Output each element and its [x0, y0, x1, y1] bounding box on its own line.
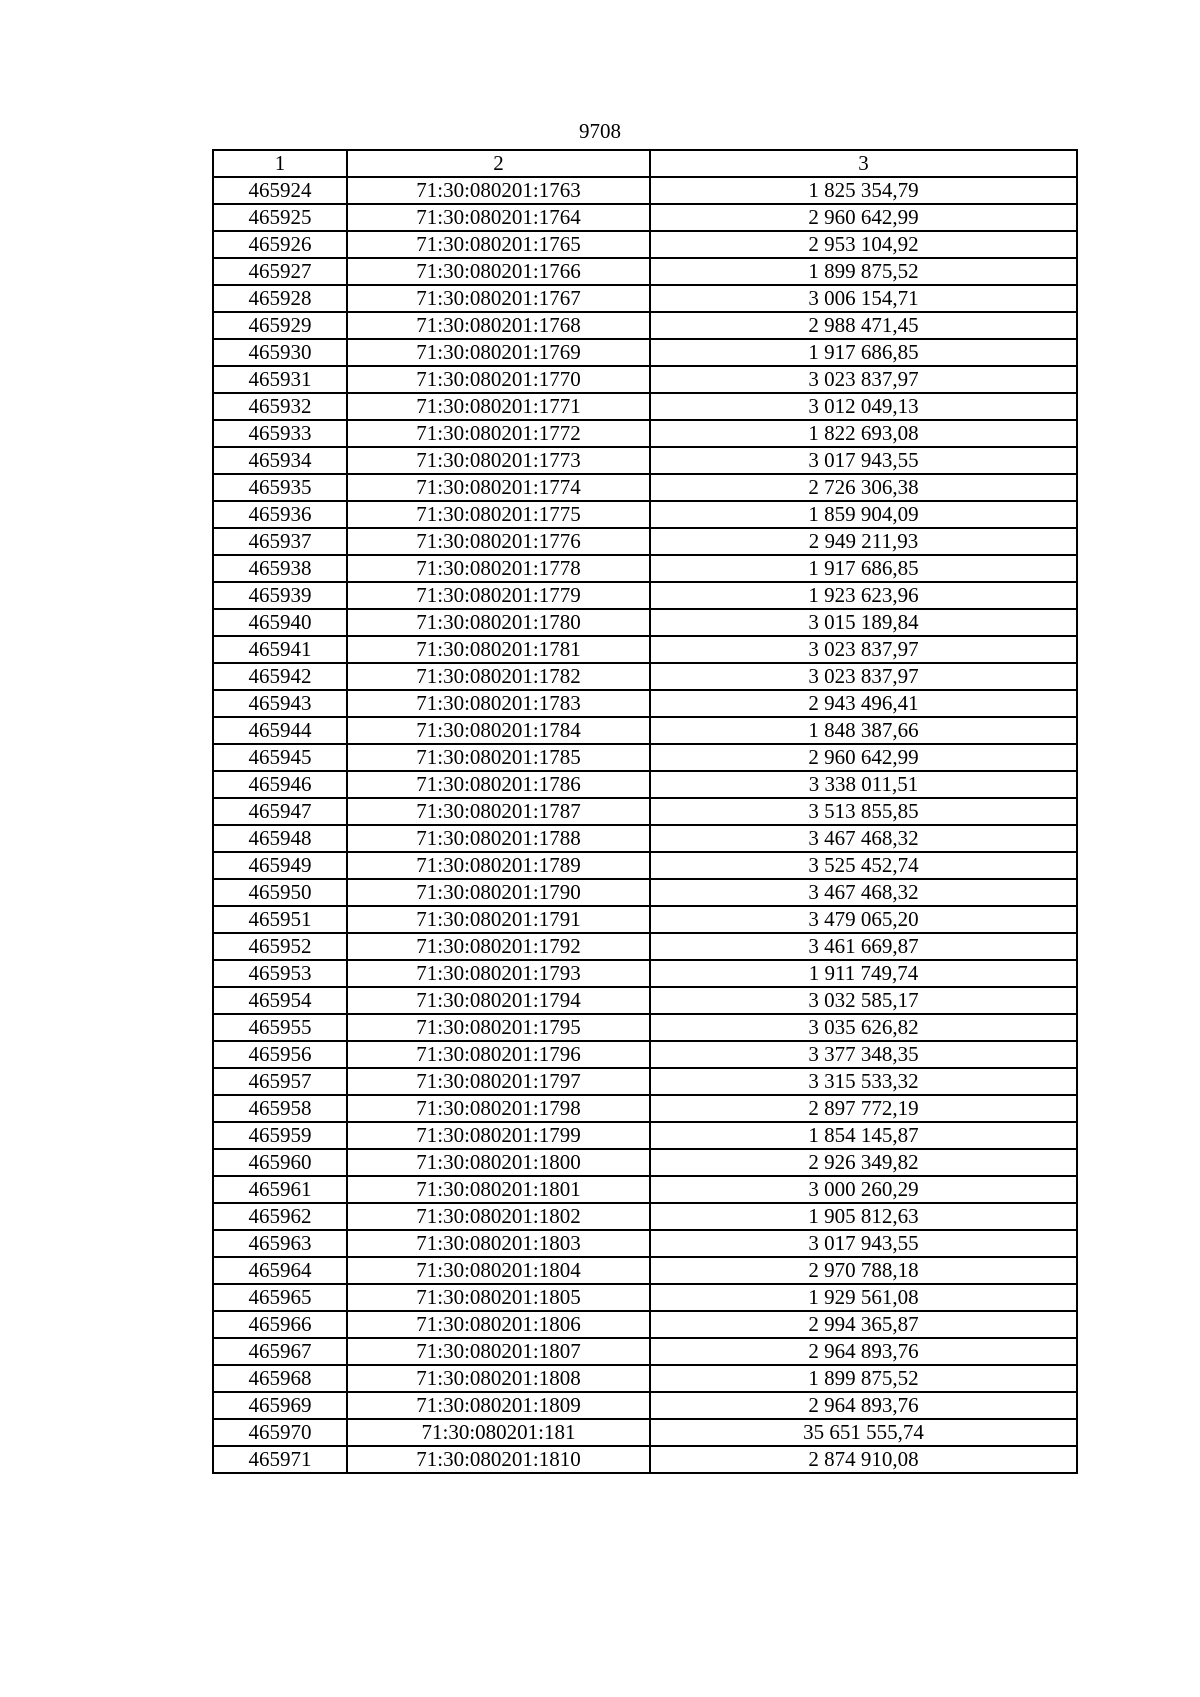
cadastral-value-cell: 35 651 555,74	[650, 1419, 1077, 1446]
table-row	[213, 933, 1077, 960]
cadastral-value-cell: 1 899 875,52	[650, 258, 1077, 285]
row-number-cell: 465960	[213, 1149, 347, 1176]
cadastral-value-cell: 3 017 943,55	[650, 1230, 1077, 1257]
cadastral-number-cell: 71:30:080201:1764	[347, 204, 650, 231]
column-header-1: 1	[213, 150, 347, 177]
row-number-cell: 465967	[213, 1338, 347, 1365]
cadastral-number-cell: 71:30:080201:1808	[347, 1365, 650, 1392]
table-row	[213, 447, 1077, 474]
row-number-cell: 465945	[213, 744, 347, 771]
table-row	[213, 555, 1077, 582]
row-number-cell: 465969	[213, 1392, 347, 1419]
cadastral-number-cell: 71:30:080201:1802	[347, 1203, 650, 1230]
row-number-cell: 465937	[213, 528, 347, 555]
table-row	[213, 717, 1077, 744]
row-number-cell: 465961	[213, 1176, 347, 1203]
cadastral-value-cell: 1 899 875,52	[650, 1365, 1077, 1392]
table-row	[213, 771, 1077, 798]
cadastral-number-cell: 71:30:080201:1766	[347, 258, 650, 285]
table-row	[213, 312, 1077, 339]
row-number-cell: 465934	[213, 447, 347, 474]
cadastral-value-cell: 1 917 686,85	[650, 555, 1077, 582]
cadastral-number-cell: 71:30:080201:1778	[347, 555, 650, 582]
cadastral-number-cell: 71:30:080201:1807	[347, 1338, 650, 1365]
cadastral-value-cell: 3 006 154,71	[650, 285, 1077, 312]
cadastral-value-cell: 1 854 145,87	[650, 1122, 1077, 1149]
cadastral-number-cell: 71:30:080201:1786	[347, 771, 650, 798]
row-number-cell: 465958	[213, 1095, 347, 1122]
column-header-2: 2	[347, 150, 650, 177]
row-number-cell: 465939	[213, 582, 347, 609]
row-number-cell: 465957	[213, 1068, 347, 1095]
cadastral-value-cell: 2 964 893,76	[650, 1392, 1077, 1419]
row-number-cell: 465938	[213, 555, 347, 582]
row-number-cell: 465946	[213, 771, 347, 798]
cadastral-number-cell: 71:30:080201:1798	[347, 1095, 650, 1122]
table-row	[213, 420, 1077, 447]
cadastral-number-cell: 71:30:080201:1775	[347, 501, 650, 528]
row-number-cell: 465956	[213, 1041, 347, 1068]
row-number-cell: 465935	[213, 474, 347, 501]
table-row	[213, 744, 1077, 771]
cadastral-value-cell: 3 461 669,87	[650, 933, 1077, 960]
row-number-cell: 465926	[213, 231, 347, 258]
cadastral-value-cell: 3 315 533,32	[650, 1068, 1077, 1095]
cadastral-value-cell: 3 032 585,17	[650, 987, 1077, 1014]
cadastral-value-cell: 3 023 837,97	[650, 366, 1077, 393]
row-number-cell: 465932	[213, 393, 347, 420]
cadastral-number-cell: 71:30:080201:1794	[347, 987, 650, 1014]
cadastral-value-cell: 1 905 812,63	[650, 1203, 1077, 1230]
cadastral-number-cell: 71:30:080201:1799	[347, 1122, 650, 1149]
table-row	[213, 501, 1077, 528]
row-number-cell: 465968	[213, 1365, 347, 1392]
cadastral-value-cell: 2 988 471,45	[650, 312, 1077, 339]
row-number-cell: 465940	[213, 609, 347, 636]
cadastral-value-cell: 3 467 468,32	[650, 879, 1077, 906]
table-row	[213, 474, 1077, 501]
table-row	[213, 1446, 1077, 1473]
row-number-cell: 465950	[213, 879, 347, 906]
cadastral-number-cell: 71:30:080201:1788	[347, 825, 650, 852]
table-row	[213, 609, 1077, 636]
row-number-cell: 465965	[213, 1284, 347, 1311]
cadastral-number-cell: 71:30:080201:1773	[347, 447, 650, 474]
table-row	[213, 1311, 1077, 1338]
cadastral-number-cell: 71:30:080201:1797	[347, 1068, 650, 1095]
cadastral-value-cell: 3 015 189,84	[650, 609, 1077, 636]
row-number-cell: 465943	[213, 690, 347, 717]
cadastral-number-cell: 71:30:080201:1770	[347, 366, 650, 393]
row-number-cell: 465964	[213, 1257, 347, 1284]
table-row	[213, 798, 1077, 825]
cadastral-value-cell: 2 926 349,82	[650, 1149, 1077, 1176]
row-number-cell: 465941	[213, 636, 347, 663]
table-row	[213, 825, 1077, 852]
cadastral-value-cell: 3 467 468,32	[650, 825, 1077, 852]
cadastral-value-cell: 2 726 306,38	[650, 474, 1077, 501]
cadastral-value-cell: 1 929 561,08	[650, 1284, 1077, 1311]
cadastral-number-cell: 71:30:080201:1774	[347, 474, 650, 501]
cadastral-number-cell: 71:30:080201:1806	[347, 1311, 650, 1338]
cadastral-number-cell: 71:30:080201:1763	[347, 177, 650, 204]
cadastral-number-cell: 71:30:080201:1783	[347, 690, 650, 717]
cadastral-value-cell: 3 513 855,85	[650, 798, 1077, 825]
cadastral-value-cell: 2 897 772,19	[650, 1095, 1077, 1122]
cadastral-number-cell: 71:30:080201:1779	[347, 582, 650, 609]
cadastral-value-table	[212, 149, 1078, 1474]
row-number-cell: 465954	[213, 987, 347, 1014]
row-number-cell: 465930	[213, 339, 347, 366]
cadastral-number-cell: 71:30:080201:1791	[347, 906, 650, 933]
row-number-cell: 465944	[213, 717, 347, 744]
cadastral-value-cell: 2 874 910,08	[650, 1446, 1077, 1473]
cadastral-number-cell: 71:30:080201:1767	[347, 285, 650, 312]
row-number-cell: 465947	[213, 798, 347, 825]
cadastral-value-cell: 2 949 211,93	[650, 528, 1077, 555]
table-row	[213, 1230, 1077, 1257]
cadastral-value-cell: 2 953 104,92	[650, 231, 1077, 258]
cadastral-number-cell: 71:30:080201:1782	[347, 663, 650, 690]
cadastral-value-cell: 2 943 496,41	[650, 690, 1077, 717]
table-row	[213, 960, 1077, 987]
table-row	[213, 1338, 1077, 1365]
cadastral-number-cell: 71:30:080201:1809	[347, 1392, 650, 1419]
row-number-cell: 465955	[213, 1014, 347, 1041]
cadastral-value-cell: 1 848 387,66	[650, 717, 1077, 744]
table-row	[213, 1068, 1077, 1095]
table-row	[213, 1365, 1077, 1392]
cadastral-value-cell: 2 960 642,99	[650, 204, 1077, 231]
table-row	[213, 879, 1077, 906]
cadastral-value-cell: 1 917 686,85	[650, 339, 1077, 366]
cadastral-number-cell: 71:30:080201:1804	[347, 1257, 650, 1284]
row-number-cell: 465953	[213, 960, 347, 987]
row-number-cell: 465929	[213, 312, 347, 339]
cadastral-number-cell: 71:30:080201:1765	[347, 231, 650, 258]
table-row	[213, 339, 1077, 366]
row-number-cell: 465970	[213, 1419, 347, 1446]
cadastral-number-cell: 71:30:080201:1784	[347, 717, 650, 744]
cadastral-value-cell: 3 012 049,13	[650, 393, 1077, 420]
page-number: 9708	[579, 119, 621, 143]
column-header-3: 3	[650, 150, 1077, 177]
cadastral-number-cell: 71:30:080201:1803	[347, 1230, 650, 1257]
cadastral-number-cell: 71:30:080201:1772	[347, 420, 650, 447]
table-row	[213, 366, 1077, 393]
cadastral-value-cell: 1 825 354,79	[650, 177, 1077, 204]
table-row	[213, 1419, 1077, 1446]
table-row	[213, 1122, 1077, 1149]
row-number-cell: 465942	[213, 663, 347, 690]
table-row	[213, 1203, 1077, 1230]
row-number-cell: 465948	[213, 825, 347, 852]
table-row	[213, 1041, 1077, 1068]
table-row	[213, 1149, 1077, 1176]
table-row	[213, 231, 1077, 258]
row-number-cell: 465951	[213, 906, 347, 933]
cadastral-value-cell: 1 859 904,09	[650, 501, 1077, 528]
table-row	[213, 1284, 1077, 1311]
row-number-cell: 465959	[213, 1122, 347, 1149]
cadastral-number-cell: 71:30:080201:1787	[347, 798, 650, 825]
row-number-cell: 465971	[213, 1446, 347, 1473]
cadastral-value-cell: 3 479 065,20	[650, 906, 1077, 933]
cadastral-value-cell: 1 822 693,08	[650, 420, 1077, 447]
cadastral-value-cell: 3 023 837,97	[650, 663, 1077, 690]
cadastral-value-cell: 3 525 452,74	[650, 852, 1077, 879]
table-row	[213, 204, 1077, 231]
cadastral-number-cell: 71:30:080201:1795	[347, 1014, 650, 1041]
cadastral-value-cell: 3 017 943,55	[650, 447, 1077, 474]
cadastral-number-cell: 71:30:080201:1796	[347, 1041, 650, 1068]
row-number-cell: 465931	[213, 366, 347, 393]
table-row	[213, 177, 1077, 204]
row-number-cell: 465966	[213, 1311, 347, 1338]
table-row	[213, 1176, 1077, 1203]
row-number-cell: 465925	[213, 204, 347, 231]
table-row	[213, 906, 1077, 933]
cadastral-number-cell: 71:30:080201:1768	[347, 312, 650, 339]
table-row	[213, 1257, 1077, 1284]
cadastral-number-cell: 71:30:080201:181	[347, 1419, 650, 1446]
cadastral-number-cell: 71:30:080201:1769	[347, 339, 650, 366]
table-row	[213, 258, 1077, 285]
table-header-row	[213, 150, 1077, 177]
row-number-cell: 465936	[213, 501, 347, 528]
table-row	[213, 1014, 1077, 1041]
cadastral-number-cell: 71:30:080201:1792	[347, 933, 650, 960]
row-number-cell: 465928	[213, 285, 347, 312]
cadastral-value-cell: 3 338 011,51	[650, 771, 1077, 798]
row-number-cell: 465962	[213, 1203, 347, 1230]
cadastral-value-cell: 1 911 749,74	[650, 960, 1077, 987]
row-number-cell: 465927	[213, 258, 347, 285]
cadastral-number-cell: 71:30:080201:1785	[347, 744, 650, 771]
cadastral-number-cell: 71:30:080201:1776	[347, 528, 650, 555]
table-row	[213, 690, 1077, 717]
cadastral-number-cell: 71:30:080201:1790	[347, 879, 650, 906]
cadastral-number-cell: 71:30:080201:1771	[347, 393, 650, 420]
cadastral-number-cell: 71:30:080201:1781	[347, 636, 650, 663]
table-body	[213, 150, 1077, 1473]
cadastral-value-cell: 1 923 623,96	[650, 582, 1077, 609]
row-number-cell: 465963	[213, 1230, 347, 1257]
table-row	[213, 1392, 1077, 1419]
row-number-cell: 465952	[213, 933, 347, 960]
table-row	[213, 987, 1077, 1014]
row-number-cell: 465933	[213, 420, 347, 447]
cadastral-number-cell: 71:30:080201:1805	[347, 1284, 650, 1311]
cadastral-value-cell: 2 994 365,87	[650, 1311, 1077, 1338]
cadastral-value-cell: 3 377 348,35	[650, 1041, 1077, 1068]
table-row	[213, 636, 1077, 663]
row-number-cell: 465949	[213, 852, 347, 879]
cadastral-number-cell: 71:30:080201:1793	[347, 960, 650, 987]
table-row	[213, 393, 1077, 420]
cadastral-value-cell: 2 970 788,18	[650, 1257, 1077, 1284]
row-number-cell: 465924	[213, 177, 347, 204]
table-row	[213, 528, 1077, 555]
cadastral-value-cell: 3 023 837,97	[650, 636, 1077, 663]
table-row	[213, 285, 1077, 312]
cadastral-number-cell: 71:30:080201:1800	[347, 1149, 650, 1176]
cadastral-value-cell: 2 964 893,76	[650, 1338, 1077, 1365]
table-row	[213, 663, 1077, 690]
cadastral-value-cell: 2 960 642,99	[650, 744, 1077, 771]
cadastral-number-cell: 71:30:080201:1810	[347, 1446, 650, 1473]
table-row	[213, 1095, 1077, 1122]
table-row	[213, 582, 1077, 609]
cadastral-value-cell: 3 035 626,82	[650, 1014, 1077, 1041]
cadastral-number-cell: 71:30:080201:1801	[347, 1176, 650, 1203]
cadastral-value-cell: 3 000 260,29	[650, 1176, 1077, 1203]
cadastral-number-cell: 71:30:080201:1789	[347, 852, 650, 879]
cadastral-number-cell: 71:30:080201:1780	[347, 609, 650, 636]
table-row	[213, 852, 1077, 879]
